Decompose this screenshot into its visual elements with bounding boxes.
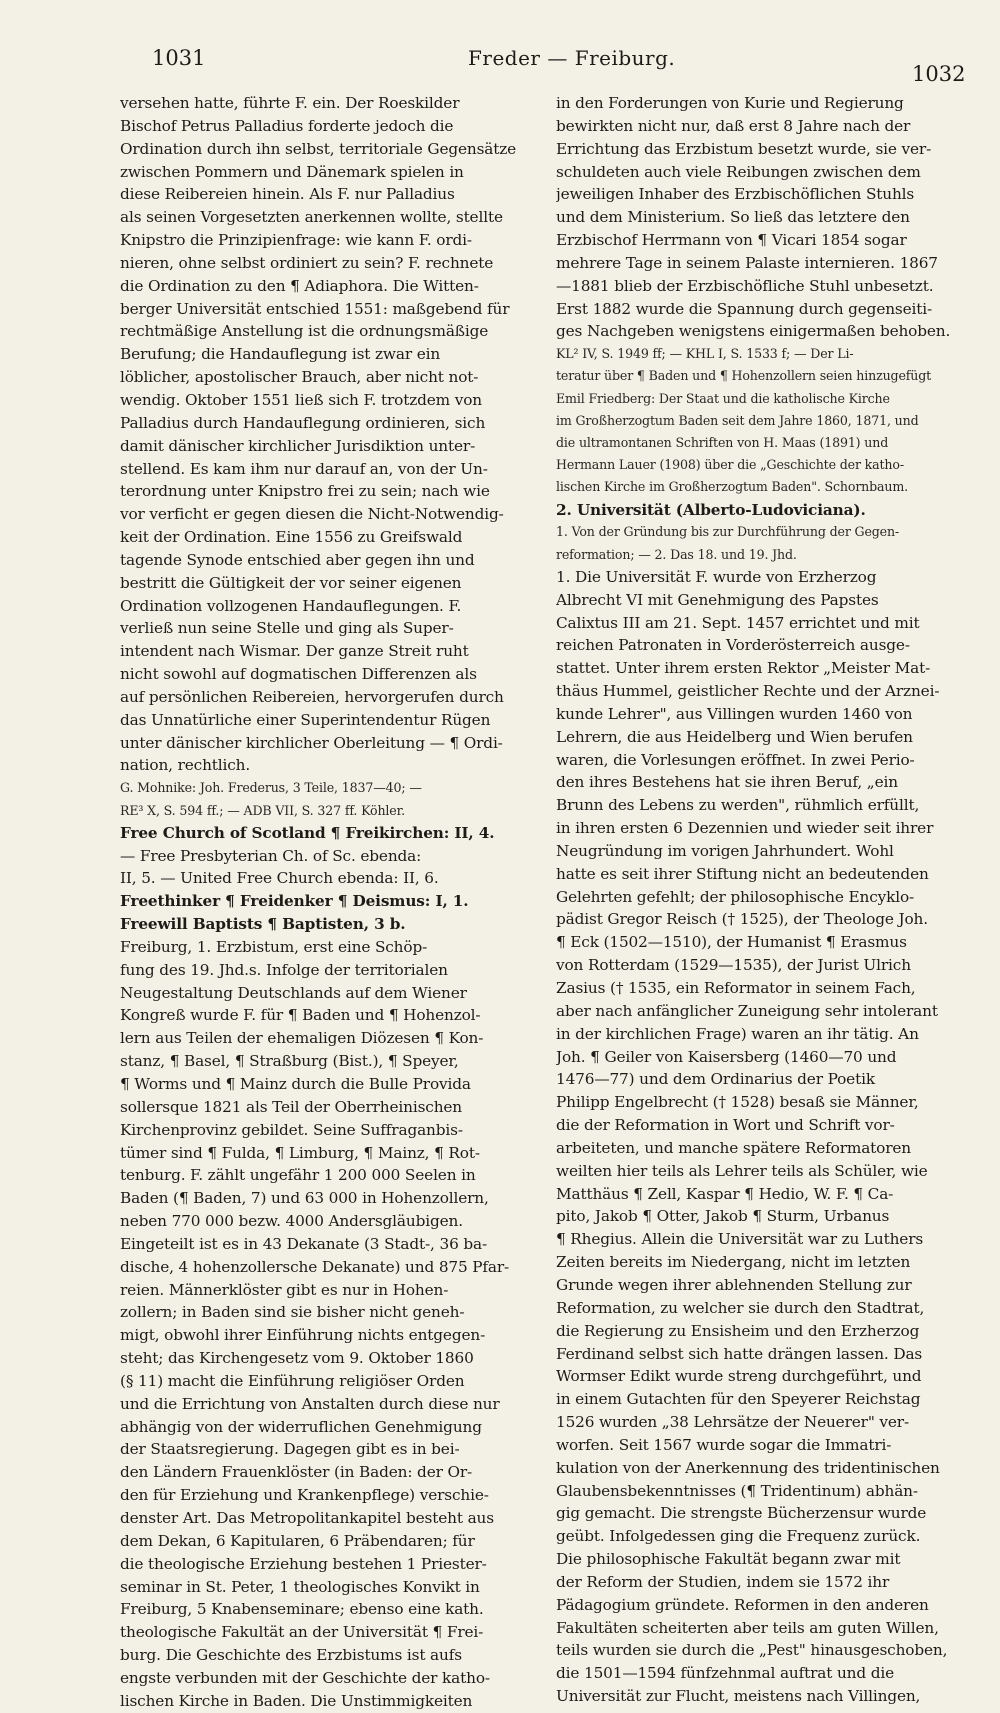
text-line: hatte es seit ihrer Stiftung nicht an bedeutenden: [556, 864, 929, 883]
text-line: vor verficht er gegen diesen die Nicht-Notwendig-: [120, 505, 504, 524]
text-line: löblicher, apostolischer Brauch, aber nicht not-: [120, 368, 479, 387]
text-line: Universität zur Flucht, meistens nach Villingen,: [556, 1687, 921, 1706]
text-line: die theologische Erziehung bestehen 1 Priester-: [120, 1554, 487, 1573]
text-line: lischen Kirche in Baden. Die Unstimmigkeiten: [120, 1691, 473, 1710]
text-line: ¶ Rhegius. Allein die Universität war zu Luthers: [556, 1230, 924, 1249]
text-line: lischen Kirche im Großherzogtum Baden". Schornbaum.: [556, 479, 909, 495]
text-line: Lehrern, die aus Heidelberg und Wien berufen: [556, 727, 913, 746]
text-line: der Staatsregierung. Dagegen gibt es in bei-: [120, 1440, 460, 1459]
page-number-left: 1031: [152, 46, 206, 70]
text-line: versehen hatte, führte F. ein. Der Roeskilder: [120, 94, 460, 112]
text-line: KL² IV, S. 1949 ff; — KHL I, S. 1533 f; — Der Li-: [556, 346, 854, 362]
text-line: Albrecht VI mit Genehmigung des Papstes: [556, 590, 879, 609]
text-line: unter dänischer kirchlicher Oberleitung — ¶ Ordi-: [120, 733, 503, 752]
text-line: in der kirchlichen Frage) waren an ihr tätig. An: [556, 1024, 919, 1043]
text-line: zwischen Pommern und Dänemark spielen in: [120, 162, 464, 181]
text-line: RE³ X, S. 594 ff.; — ADB VII, S. 327 ff. Köhler.: [120, 802, 405, 818]
text-line: schuldeten auch viele Reibungen zwischen dem: [556, 162, 921, 181]
text-line: die Ordination zu den ¶ Adiaphora. Die Witten-: [120, 276, 479, 295]
text-line: G. Mohnike: Joh. Frederus, 3 Teile, 1837—40; —: [120, 780, 422, 796]
text-line: jeweiligen Inhaber des Erzbischöflichen Stuhls: [556, 185, 915, 204]
text-line: Neugestaltung Deutschlands auf dem Wiener: [120, 983, 467, 1002]
text-line: ges Nachgeben wenigstens einigermaßen behoben.: [556, 322, 951, 341]
text-line: waren, die Vorlesungen eröffnet. In zwei Perio-: [556, 750, 915, 769]
text-line: Die philosophische Fakultät begann zwar mit: [556, 1550, 901, 1569]
text-line: Calixtus III am 21. Sept. 1457 errichtet und mit: [556, 613, 920, 632]
text-line: II, 5. — United Free Church ebenda: II, 6.: [120, 869, 439, 888]
text-line: Matthäus ¶ Zell, Kaspar ¶ Hedio, W. F. ¶ Ca-: [556, 1184, 894, 1203]
text-line: Neugründung im vorigen Jahrhundert. Wohl: [556, 841, 894, 860]
text-line: stanz, ¶ Basel, ¶ Straßburg (Bist.), ¶ Speyer,: [120, 1052, 459, 1071]
text-line: arbeiteten, und manche spätere Reformatoren: [556, 1138, 912, 1157]
text-line: sollersque 1821 als Teil der Oberrheinischen: [120, 1097, 462, 1116]
text-line: 2. Universität (Alberto-Ludoviciana).: [556, 500, 866, 519]
text-line: Errichtung das Erzbistum besetzt wurde, sie ver-: [556, 139, 932, 158]
text-line: reichen Patronaten in Vorderösterreich ausge-: [556, 636, 910, 655]
text-line: reformation; — 2. Das 18. und 19. Jhd.: [556, 546, 797, 562]
text-line: gig gemacht. Die strengste Bücherzensur wurde: [556, 1504, 927, 1523]
text-line: und die Errichtung von Anstalten durch diese nur: [120, 1394, 500, 1413]
text-line: dische, 4 hohenzollersche Dekanate) und 875 Pfar-: [120, 1257, 510, 1276]
text-line: 1. Die Universität F. wurde von Erzherzog: [556, 567, 877, 586]
text-line: nicht sowohl auf dogmatischen Differenzen als: [120, 665, 477, 684]
text-line: Bischof Petrus Palladius forderte jedoch die: [120, 116, 454, 135]
text-line: thäus Hummel, geistlicher Rechte und der Arznei-: [556, 682, 940, 701]
text-line: das Unnatürliche einer Superintendentur Rügen: [120, 710, 491, 729]
text-line: die 1501—1594 fünfzehnmal auftrat und die: [556, 1664, 895, 1683]
text-line: Joh. ¶ Geiler von Kaisersberg (1460—70 und: [556, 1047, 897, 1066]
text-line: burg. Die Geschichte des Erzbistums ist aufs: [120, 1646, 462, 1665]
text-line: neben 770 000 bezw. 4000 Andersgläubigen.: [120, 1212, 463, 1231]
text-line: Gelehrten gefehlt; der philosophische Encyklo-: [556, 887, 915, 906]
text-line: migt, obwohl ihrer Einführung nichts entgegen-: [120, 1326, 486, 1345]
text-line: Reformation, zu welcher sie durch den Stadtrat,: [556, 1298, 925, 1317]
text-line: pito, Jakob ¶ Otter, Jakob ¶ Sturm, Urbanus: [556, 1207, 890, 1226]
text-line: geübt. Infolgedessen ging die Frequenz zurück.: [556, 1527, 921, 1546]
text-line: Pädagogium gründete. Reformen in den anderen: [556, 1595, 929, 1614]
text-line: zollern; in Baden sind sie bisher nicht geneh-: [120, 1303, 465, 1322]
text-line: Fakultäten scheiterten aber teils am guten Willen,: [556, 1618, 939, 1637]
text-line: auf persönlichen Reibereien, hervorgerufen durch: [120, 687, 504, 706]
text-line: die ultramontanen Schriften von H. Maas (1891) und: [556, 435, 889, 451]
text-line: stattet. Unter ihrem ersten Rektor „Meister Mat-: [556, 659, 931, 678]
text-line: Eingeteilt ist es in 43 Dekanate (3 Stadt-, 36 ba-: [120, 1234, 487, 1253]
text-line: pädist Gregor Reisch († 1525), der Theologe Joh.: [556, 910, 928, 929]
text-line: 1526 wurden „38 Lehrsätze der Neuerer" ver-: [556, 1413, 909, 1432]
text-line: Freiburg, 5 Knabenseminare; ebenso eine kath.: [120, 1600, 484, 1619]
right-text-column: [556, 92, 962, 1708]
text-line: Free Church of Scotland ¶ Freikirchen: II, 4.: [120, 823, 495, 842]
text-line: Berufung; die Handauflegung ist zwar ein: [120, 345, 441, 364]
text-line: Ferdinand selbst sich hatte drängen lassen. Das: [556, 1344, 923, 1363]
text-line: Freewill Baptists ¶ Baptisten, 3 b.: [120, 915, 406, 934]
text-line: bestritt die Gültigkeit der vor seiner eigenen: [120, 573, 462, 592]
text-line: Kongreß wurde F. für ¶ Baden und ¶ Hohenzol-: [120, 1006, 481, 1025]
text-line: wendig. Oktober 1551 ließ sich F. trotzdem von: [120, 390, 482, 409]
left-text-column: [120, 92, 548, 1713]
text-line: Baden (¶ Baden, 7) und 63 000 in Hohenzollern,: [120, 1189, 489, 1208]
text-line: bewirkten nicht nur, daß erst 8 Jahre nach der: [556, 116, 911, 135]
text-line: keit der Ordination. Eine 1556 zu Greifswald: [120, 528, 463, 547]
text-line: denster Art. Das Metropolitankapitel besteht aus: [120, 1509, 494, 1527]
text-line: den Ländern Frauenklöster (in Baden: der Or-: [120, 1463, 473, 1482]
text-line: Philipp Engelbrecht († 1528) besaß sie Männer,: [556, 1093, 919, 1112]
text-line: kunde Lehrer", aus Villingen wurden 1460 von: [556, 704, 913, 723]
text-line: Palladius durch Handauflegung ordinieren, sich: [120, 413, 486, 432]
text-line: teratur über ¶ Baden und ¶ Hohenzollern seien hinzugefügt: [556, 368, 932, 384]
text-line: tagende Synode entschied aber gegen ihn und: [120, 550, 475, 569]
text-line: rechtmäßige Anstellung ist die ordnungsmäßige: [120, 322, 489, 341]
text-line: worfen. Seit 1567 wurde sogar die Immatri-: [556, 1435, 892, 1454]
text-line: weilten hier teils als Lehrer teils als Schüler, wie: [556, 1161, 928, 1180]
text-line: als seinen Vorgesetzten anerkennen wollte, stellte: [120, 208, 503, 227]
text-line: nation, rechtlich.: [120, 756, 251, 775]
text-line: in einem Gutachten für den Speyerer Reichstag: [556, 1390, 921, 1409]
text-line: verließ nun seine Stelle und ging als Super-: [120, 619, 454, 638]
text-line: Brunn des Lebens zu werden", rühmlich erfüllt,: [556, 796, 920, 815]
page-number-right: 1032: [912, 62, 966, 86]
text-line: Hermann Lauer (1908) über die „Geschichte der katho-: [556, 457, 904, 473]
running-title: Freder — Freiburg.: [468, 46, 676, 70]
text-line: Wormser Edikt wurde streng durchgeführt, und: [556, 1367, 922, 1386]
text-line: steht; das Kirchengesetz vom 9. Oktober 1860: [120, 1349, 474, 1368]
text-line: Emil Friedberg: Der Staat und die katholische Kirche: [556, 390, 890, 406]
text-line: berger Universität entschied 1551: maßgebend für: [120, 299, 510, 318]
text-line: Glaubensbekenntnisses (¶ Tridentinum) abhän-: [556, 1481, 918, 1500]
text-line: lern aus Teilen der ehemaligen Diözesen ¶ Kon-: [120, 1029, 484, 1048]
text-line: dem Dekan, 6 Kapitularen, 6 Präbendaren; für: [120, 1531, 475, 1550]
text-line: Kirchenprovinz gebildet. Seine Suffraganbis-: [120, 1120, 463, 1139]
text-line: Ordination durch ihn selbst, territoriale Gegensätze: [120, 139, 517, 158]
text-line: diese Reibereien hinein. Als F. nur Palladius: [120, 185, 455, 204]
text-line: von Rotterdam (1529—1535), der Jurist Ulrich: [556, 956, 911, 975]
text-line: terordnung unter Knipstro frei zu sein; nach wie: [120, 482, 490, 501]
text-line: 1476—77) und dem Ordinarius der Poetik: [556, 1070, 875, 1089]
text-line: —1881 blieb der Erzbischöfliche Stuhl unbesetzt.: [556, 276, 934, 295]
text-line: Grunde wegen ihrer ablehnenden Stellung zur: [556, 1275, 912, 1294]
text-line: Erst 1882 wurde die Spannung durch gegenseiti-: [556, 299, 933, 318]
text-line: Freethinker ¶ Freidenker ¶ Deismus: I, 1.: [120, 892, 469, 911]
text-line: Zeiten bereits im Niedergang, nicht im letzten: [556, 1253, 911, 1272]
text-line: den für Erziehung und Krankenpflege) verschie-: [120, 1486, 489, 1505]
text-line: intendent nach Wismar. Der ganze Streit ruht: [120, 642, 469, 661]
text-line: reien. Männerklöster gibt es nur in Hohen-: [120, 1280, 449, 1299]
text-line: Ordination vollzogenen Handauflegungen. F.: [120, 596, 462, 615]
text-line: in den Forderungen von Kurie und Regierung: [556, 94, 904, 112]
text-line: tenburg. F. zählt ungefähr 1 200 000 Seelen in: [120, 1166, 476, 1185]
text-line: aber nach anfänglicher Zuneigung sehr intolerant: [556, 1001, 938, 1020]
text-line: stellend. Es kam ihm nur darauf an, von der Un-: [120, 459, 488, 478]
text-line: den ihres Bestehens hat sie ihren Beruf, „ein: [556, 773, 898, 792]
text-line: mehrere Tage in seinem Palaste internieren. 1867: [556, 253, 938, 272]
text-line: (§ 11) macht die Einführung religiöser Orden: [120, 1371, 465, 1390]
text-line: die der Reformation in Wort und Schrift vor-: [556, 1116, 895, 1135]
text-line: Zasius († 1535, ein Reformator in seinem Fach,: [556, 979, 916, 997]
text-line: kulation von der Anerkennung des tridentinischen: [556, 1458, 940, 1477]
text-line: damit dänischer kirchlicher Jurisdiktion unter-: [120, 436, 476, 455]
text-line: teils wurden sie durch die „Pest" hinausgeschoben,: [556, 1641, 948, 1660]
text-line: ¶ Eck (1502—1510), der Humanist ¶ Erasmus: [556, 933, 907, 952]
text-line: engste verbunden mit der Geschichte der katho-: [120, 1668, 490, 1687]
text-line: 1. Von der Gründung bis zur Durchführung der Gegen-: [556, 524, 900, 540]
text-line: in ihren ersten 6 Dezennien und wieder seit ihrer: [556, 819, 934, 838]
text-line: abhängig von der widerruflichen Genehmigung: [120, 1417, 482, 1436]
text-line: und dem Ministerium. So ließ das letztere den: [556, 208, 910, 227]
text-line: theologische Fakultät an der Universität ¶ Frei-: [120, 1623, 484, 1642]
text-line: Freiburg, 1. Erzbistum, erst eine Schöp-: [120, 937, 428, 956]
text-line: fung des 19. Jhd.s. Infolge der territorialen: [120, 960, 448, 979]
text-line: die Regierung zu Ensisheim und den Erzherzog: [556, 1321, 920, 1340]
text-line: im Großherzogtum Baden seit dem Jahre 1860, 1871, und: [556, 412, 919, 428]
text-line: tümer sind ¶ Fulda, ¶ Limburg, ¶ Mainz, ¶ Rot-: [120, 1143, 480, 1162]
text-line: Erzbischof Herrmann von ¶ Vicari 1854 sogar: [556, 231, 907, 250]
text-line: ¶ Worms und ¶ Mainz durch die Bulle Provida: [120, 1074, 471, 1093]
text-line: Knipstro die Prinzipienfrage: wie kann F. ordi-: [120, 231, 472, 250]
text-line: — Free Presbyterian Ch. of Sc. ebenda:: [120, 846, 422, 865]
text-line: nieren, ohne selbst ordiniert zu sein? F. rechnete: [120, 253, 494, 272]
text-line: der Reform der Studien, indem sie 1572 ihr: [556, 1572, 890, 1591]
text-line: seminar in St. Peter, 1 theologisches Konvikt in: [120, 1577, 480, 1596]
